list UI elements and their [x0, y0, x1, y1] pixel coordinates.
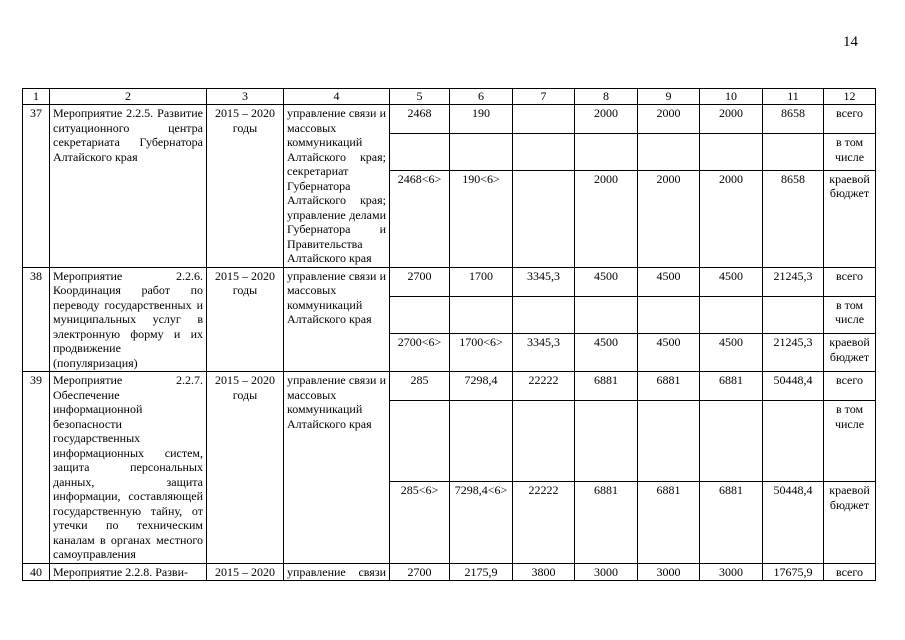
value-cell — [450, 296, 513, 334]
total-cell — [763, 401, 824, 482]
value-cell — [450, 134, 513, 171]
value-cell: 2000 — [638, 105, 700, 134]
value-cell: 3345,3 — [513, 334, 575, 372]
total-cell: 8658 — [763, 170, 824, 267]
value-cell — [513, 134, 575, 171]
value-cell: 3345,3 — [513, 267, 575, 296]
total-cell: 50448,4 — [763, 482, 824, 563]
column-header: 8 — [575, 89, 638, 105]
value-cell — [638, 296, 700, 334]
value-cell: 3000 — [638, 563, 700, 581]
value-cell — [638, 134, 700, 171]
value-cell: 1700 — [450, 267, 513, 296]
value-cell: 4500 — [638, 334, 700, 372]
value-cell: 285<6> — [390, 482, 450, 563]
measure-name: Мероприятие 2.2.6. Координация работ по переводу государственных и муниципальных услуг в электронную форму и их продвижение (популяризация) — [50, 267, 207, 372]
value-cell — [390, 401, 450, 482]
value-cell: 4500 — [575, 334, 638, 372]
period: 2015 – 2020 годы — [207, 105, 284, 268]
value-cell: 4500 — [638, 267, 700, 296]
executor: управление связи — [284, 563, 390, 581]
column-header: 7 — [513, 89, 575, 105]
value-cell: 6881 — [575, 372, 638, 401]
table-row — [23, 105, 876, 134]
value-cell — [700, 401, 763, 482]
value-cell: 1700<6> — [450, 334, 513, 372]
value-cell — [390, 296, 450, 334]
value-cell — [700, 296, 763, 334]
measure-name: Мероприятие 2.2.5. Развитие ситуационного центра секретариата Губернатора Алтайского края — [50, 105, 207, 268]
table-row — [23, 563, 876, 581]
column-header: 9 — [638, 89, 700, 105]
value-cell: 3800 — [513, 563, 575, 581]
value-cell — [513, 401, 575, 482]
column-header: 12 — [824, 89, 876, 105]
funding-source: в том числе — [824, 134, 876, 171]
value-cell — [575, 296, 638, 334]
value-cell: 7298,4<6> — [450, 482, 513, 563]
funding-source: краевой бюджет — [824, 482, 876, 563]
value-cell: 3000 — [700, 563, 763, 581]
value-cell: 6881 — [700, 482, 763, 563]
value-cell — [513, 296, 575, 334]
value-cell — [575, 134, 638, 171]
value-cell — [450, 401, 513, 482]
table-row — [23, 267, 876, 296]
value-cell: 2000 — [700, 170, 763, 267]
value-cell: 2700<6> — [390, 334, 450, 372]
value-cell: 7298,4 — [450, 372, 513, 401]
value-cell: 2468<6> — [390, 170, 450, 267]
row-number: 39 — [23, 372, 50, 564]
funding-source: всего — [824, 267, 876, 296]
period: 2015 – 2020 годы — [207, 267, 284, 372]
value-cell: 2175,9 — [450, 563, 513, 581]
value-cell — [575, 401, 638, 482]
column-header: 6 — [450, 89, 513, 105]
program-measures-table — [22, 88, 876, 581]
funding-source: всего — [824, 105, 876, 134]
row-number: 38 — [23, 267, 50, 372]
measure-name: Мероприятие 2.2.8. Разви- — [50, 563, 207, 581]
value-cell: 2000 — [700, 105, 763, 134]
total-cell — [763, 134, 824, 171]
value-cell: 2000 — [575, 170, 638, 267]
funding-source: всего — [824, 372, 876, 401]
value-cell — [638, 401, 700, 482]
value-cell: 4500 — [700, 334, 763, 372]
value-cell — [700, 134, 763, 171]
period: 2015 – 2020 — [207, 563, 284, 581]
value-cell: 2000 — [638, 170, 700, 267]
table-row — [23, 372, 876, 401]
value-cell: 2000 — [575, 105, 638, 134]
value-cell: 6881 — [575, 482, 638, 563]
column-header: 3 — [207, 89, 284, 105]
executor: управление связи и массовых коммуникаций Алтайского края — [284, 372, 390, 564]
column-header: 10 — [700, 89, 763, 105]
period: 2015 – 2020 годы — [207, 372, 284, 564]
value-cell: 6881 — [638, 372, 700, 401]
value-cell: 4500 — [575, 267, 638, 296]
total-cell: 8658 — [763, 105, 824, 134]
total-cell — [763, 296, 824, 334]
value-cell: 190<6> — [450, 170, 513, 267]
total-cell: 17675,9 — [763, 563, 824, 581]
funding-source: краевой бюджет — [824, 170, 876, 267]
executor: управление связи и массовых коммуникаций Алтайского края — [284, 267, 390, 372]
value-cell: 2468 — [390, 105, 450, 134]
column-header: 2 — [50, 89, 207, 105]
value-cell: 2700 — [390, 563, 450, 581]
value-cell: 6881 — [700, 372, 763, 401]
value-cell: 22222 — [513, 372, 575, 401]
total-cell: 21245,3 — [763, 267, 824, 296]
row-number: 40 — [23, 563, 50, 581]
funding-source: в том числе — [824, 401, 876, 482]
value-cell — [513, 105, 575, 134]
column-header: 5 — [390, 89, 450, 105]
column-header: 11 — [763, 89, 824, 105]
value-cell: 2700 — [390, 267, 450, 296]
column-number-row — [23, 89, 876, 105]
funding-source: всего — [824, 563, 876, 581]
measure-name: Мероприятие 2.2.7. Обеспечение информационной безопасности государственных информационных систем, защита персональных данных, защита информации, составляющей государственную тайну, от утечки по техническим каналам в органах местного самоуправления — [50, 372, 207, 564]
value-cell: 22222 — [513, 482, 575, 563]
value-cell: 3000 — [575, 563, 638, 581]
total-cell: 50448,4 — [763, 372, 824, 401]
value-cell: 190 — [450, 105, 513, 134]
value-cell — [513, 170, 575, 267]
funding-source: краевой бюджет — [824, 334, 876, 372]
total-cell: 21245,3 — [763, 334, 824, 372]
column-header: 4 — [284, 89, 390, 105]
value-cell: 285 — [390, 372, 450, 401]
value-cell: 6881 — [638, 482, 700, 563]
row-number: 37 — [23, 105, 50, 268]
funding-source: в том числе — [824, 296, 876, 334]
executor: управление связи и массовых коммуникаций Алтайского края; секретариат Губернатора Алтайского края; управление делами Губернатора и Правительства Алтайского края — [284, 105, 390, 268]
page-number: 14 — [843, 34, 858, 50]
value-cell: 4500 — [700, 267, 763, 296]
value-cell — [390, 134, 450, 171]
column-header: 1 — [23, 89, 50, 105]
